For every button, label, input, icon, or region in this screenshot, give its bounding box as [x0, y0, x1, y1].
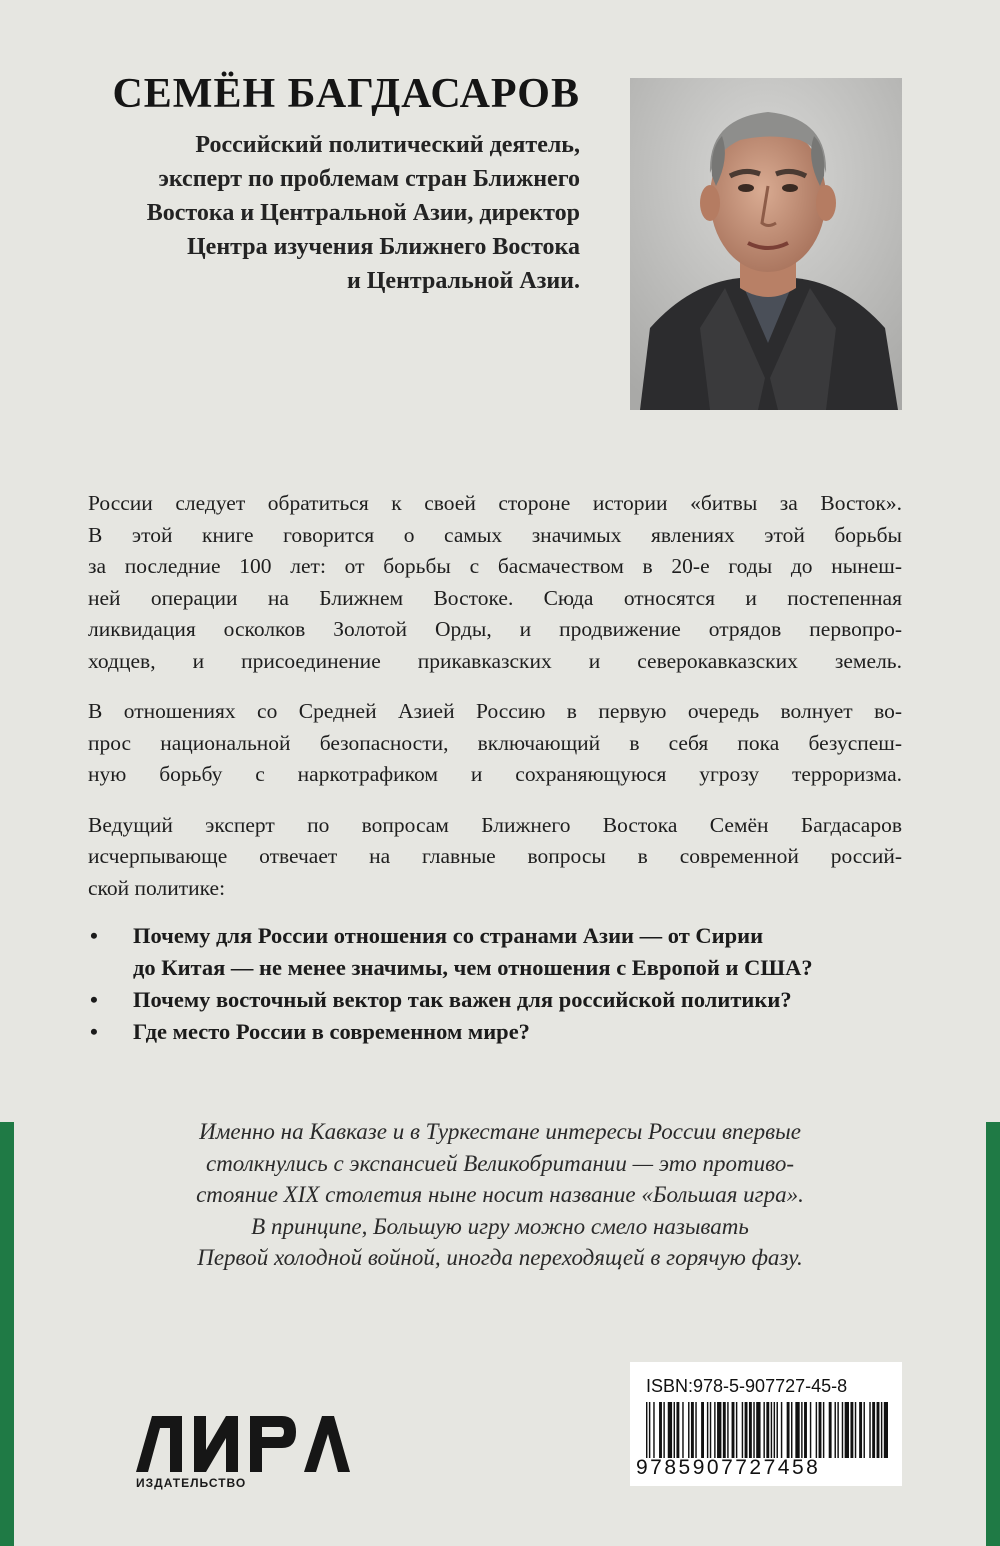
barcode-bar: [763, 1402, 764, 1458]
barcode-bar: [835, 1402, 836, 1458]
author-photo: [630, 78, 902, 410]
barcode-bar: [771, 1402, 772, 1458]
quote-line: столкнулись с экспансией Великобритании — это противо-: [205, 1150, 795, 1176]
barcode-bar: [823, 1402, 824, 1458]
question-line: Почему восточный вектор так важен для российской политики?: [133, 987, 792, 1012]
barcode-bar: [688, 1402, 689, 1458]
barcode-bar: [816, 1402, 817, 1458]
author-bio-line: Востока и Центральной Азии, директор: [146, 200, 580, 226]
barcode-bar: [810, 1402, 811, 1458]
barcode-bar: [819, 1402, 822, 1458]
barcode-bar: [646, 1402, 647, 1458]
bullet-icon: •: [90, 987, 98, 1012]
barcode-bar: [774, 1402, 775, 1458]
barcode-bar: [668, 1402, 672, 1458]
barcode-digits: 9785907727458: [636, 1456, 821, 1479]
description-line: Ведущий эксперт по вопросам Ближнего Востока Семён Багдасаров: [88, 812, 902, 837]
barcode-bar: [695, 1402, 696, 1458]
barcode-bar: [864, 1402, 865, 1458]
author-bio-line: и Центральной Азии.: [346, 268, 580, 294]
barcode-bar: [869, 1402, 870, 1458]
barcode-bar: [872, 1402, 875, 1458]
barcode-bar: [745, 1402, 748, 1458]
author-bio-line: Центра изучения Ближнего Востока: [187, 234, 580, 260]
barcode-bar: [674, 1402, 675, 1458]
barcode-bar: [714, 1402, 715, 1458]
barcode-bar: [837, 1402, 838, 1458]
quote-line: В принципе, Большую игру можно смело называть: [251, 1213, 749, 1239]
barcode-bar: [717, 1402, 721, 1458]
green-accent-bar-right: [986, 1122, 1000, 1546]
barcode-bar: [855, 1402, 856, 1458]
description-paragraph: [88, 696, 902, 791]
isbn-number: ISBN:978-5-907727-45-8: [646, 1376, 848, 1396]
barcode-bar: [756, 1402, 760, 1458]
publisher-subtitle: ИЗДАТЕЛЬСТВО: [136, 1476, 247, 1490]
barcode-bar: [707, 1402, 708, 1458]
description-line: ней операции на Ближнем Востоке. Сюда относятся и постепенная: [88, 585, 902, 610]
book-description: [88, 488, 902, 923]
author-bio-line: эксперт по проблемам стран Ближнего: [158, 166, 580, 192]
quote-line: Первой холодной войной, иногда переходящей в горячую фазу.: [197, 1245, 803, 1270]
description-line: В отношениях со Средней Азией Россию в первую очередь волнует во-: [88, 699, 902, 723]
author-bio: [60, 128, 580, 298]
description-line: исчерпывающе отвечает на главные вопросы в современной россий-: [88, 844, 902, 868]
barcode-bar: [829, 1402, 832, 1458]
list-item: [88, 1016, 902, 1048]
barcode-bar: [649, 1402, 650, 1458]
description-line: за последние 100 лет: от борьбы с басмачеством в 20-е годы до нынеш-: [88, 554, 902, 578]
key-questions-list: [88, 920, 902, 1048]
author-bio-line: Российский политический деятель,: [195, 132, 580, 158]
barcode-bar: [663, 1402, 664, 1458]
barcode-bar: [850, 1402, 853, 1458]
barcode-bar: [787, 1402, 790, 1458]
bullet-icon: •: [90, 1019, 98, 1044]
barcode-bar: [659, 1402, 662, 1458]
barcode-bar: [710, 1402, 711, 1458]
barcode-bar: [766, 1402, 769, 1458]
description-paragraph: [88, 488, 902, 677]
barcode-bars: [646, 1402, 888, 1458]
list-item: [88, 920, 902, 984]
barcode-bar: [691, 1402, 694, 1458]
barcode-bar: [781, 1402, 782, 1458]
question-line: Почему для России отношения со странами Азии — от Сирии: [133, 923, 764, 948]
barcode: [630, 1362, 902, 1486]
barcode-bar: [732, 1402, 735, 1458]
quote-line: стояние XIX столетия ныне носит название «Большая игра».: [196, 1182, 804, 1207]
barcode-bar: [736, 1402, 737, 1458]
barcode-bar: [804, 1402, 807, 1458]
barcode-bar: [795, 1402, 799, 1458]
description-line: ную борьбу с наркотрафиком и сохраняющуюся угрозу терроризма.: [88, 762, 902, 786]
barcode-bar: [749, 1402, 752, 1458]
barcode-bar: [676, 1402, 679, 1458]
barcode-bar: [723, 1402, 726, 1458]
question-line: Где место России в современном мире?: [133, 1019, 530, 1044]
list-item: [88, 984, 902, 1016]
barcode-bar: [753, 1402, 754, 1458]
author-name: СЕМЁН БАГДАСАРОВ: [112, 71, 580, 117]
barcode-bar: [884, 1402, 888, 1458]
barcode-bar: [727, 1402, 728, 1458]
barcode-bar: [845, 1402, 849, 1458]
quote-line: Именно на Кавказе и в Туркестане интересы России впервые: [199, 1119, 801, 1144]
description-line: ской политике:: [88, 875, 226, 900]
bullet-icon: •: [90, 923, 98, 948]
description-line: ликвидация осколков Золотой Орды, и продвижение отрядов первопро-: [88, 617, 902, 641]
green-accent-bar-left: [0, 1122, 14, 1546]
description-line: России следует обратиться к своей стороне истории «битвы за Восток».: [88, 491, 902, 515]
barcode-bar: [653, 1402, 654, 1458]
barcode-bar: [682, 1402, 683, 1458]
barcode-bar: [791, 1402, 792, 1458]
question-line: до Китая — не менее значимы, чем отношения с Европой и США?: [133, 955, 813, 980]
barcode-bar: [742, 1402, 743, 1458]
description-line: В этой книге говорится о самых значимых явлениях этой борьбы: [88, 522, 902, 547]
barcode-bar: [877, 1402, 880, 1458]
description-line: ходцев, и присоединение прикавказских и северокавказских земель.: [88, 648, 902, 673]
barcode-bar: [842, 1402, 843, 1458]
description-line: прос национальной безопасности, включающий в себя пока безуспеш-: [88, 730, 902, 755]
barcode-bar: [859, 1402, 862, 1458]
description-paragraph: [88, 810, 902, 905]
barcode-bar: [777, 1402, 778, 1458]
barcode-bar: [801, 1402, 802, 1458]
barcode-bar: [701, 1402, 704, 1458]
pull-quote: [90, 1116, 910, 1274]
barcode-bar: [881, 1402, 882, 1458]
